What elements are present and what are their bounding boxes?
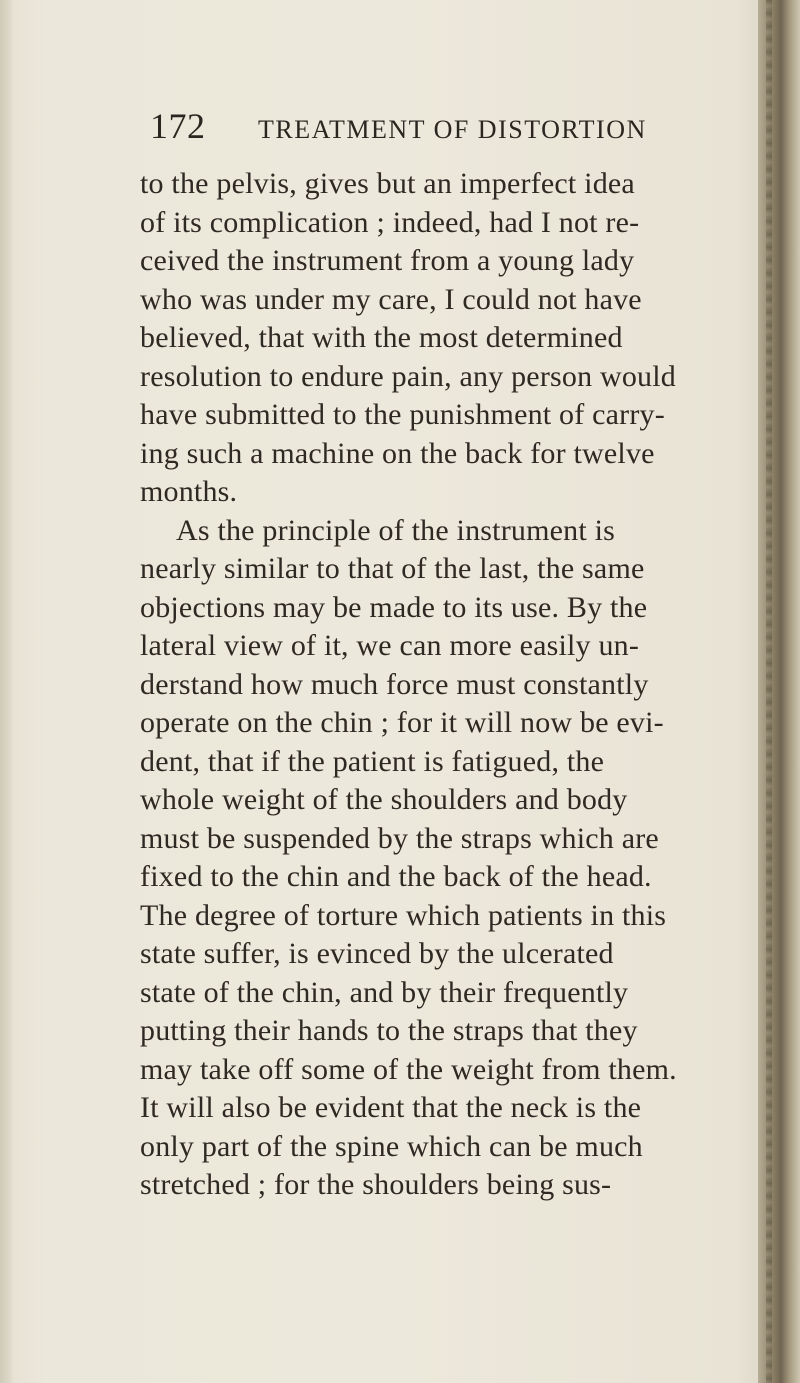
text-line: operate on the chin ; for it will now be evi-	[140, 706, 664, 739]
page-edge	[758, 0, 800, 1383]
text-line: fixed to the chin and the back of the head.	[140, 860, 652, 893]
text-line: The degree of torture which patients in this	[140, 898, 667, 932]
page-number: 172	[150, 106, 206, 146]
text-line: have submitted to the punishment of carry-	[140, 398, 665, 431]
paragraph-start-line: As the principle of the instrument is	[176, 513, 615, 547]
text-line: stretched ; for the shoulders being sus-	[140, 1168, 612, 1201]
text-line: who was under my care, I could not have	[140, 282, 642, 316]
text-line: objections may be made to its use. By the	[140, 590, 648, 624]
text-line: may take off some of the weight from them.	[140, 1052, 677, 1086]
text-line: ing such a machine on the back for twelve	[140, 436, 655, 470]
text-line: resolution to endure pain, any person would	[140, 359, 676, 393]
text-line: lateral view of it, we can more easily un-	[140, 629, 640, 662]
body-text	[140, 165, 760, 1205]
page-gutter-shadow	[0, 0, 14, 1383]
text-line: whole weight of the shoulders and body	[140, 783, 628, 816]
text-line: dent, that if the patient is fatigued, the	[140, 744, 605, 778]
text-line: of its complication ; indeed, had I not re-	[140, 205, 640, 239]
text-line: must be suspended by the straps which are	[140, 821, 659, 855]
text-line: months.	[140, 475, 238, 508]
text-line: It will also be evident that the neck is the	[140, 1091, 642, 1124]
text-line: only part of the spine which can be much	[140, 1129, 643, 1163]
running-head: TREATMENT OF DISTORTION	[258, 115, 647, 144]
text-line: ceived the instrument from a young lady	[140, 244, 635, 277]
text-line: putting their hands to the straps that they	[140, 1014, 638, 1047]
text-line: believed, that with the most determined	[140, 321, 623, 354]
text-line: to the pelvis, gives but an imperfect idea	[140, 167, 635, 200]
text-line: derstand how much force must constantly	[140, 667, 649, 701]
text-line: nearly similar to that of the last, the same	[140, 552, 645, 585]
page-header	[150, 100, 750, 160]
text-line: state of the chin, and by their frequently	[140, 975, 629, 1009]
text-line: state suffer, is evinced by the ulcerated	[140, 937, 614, 970]
